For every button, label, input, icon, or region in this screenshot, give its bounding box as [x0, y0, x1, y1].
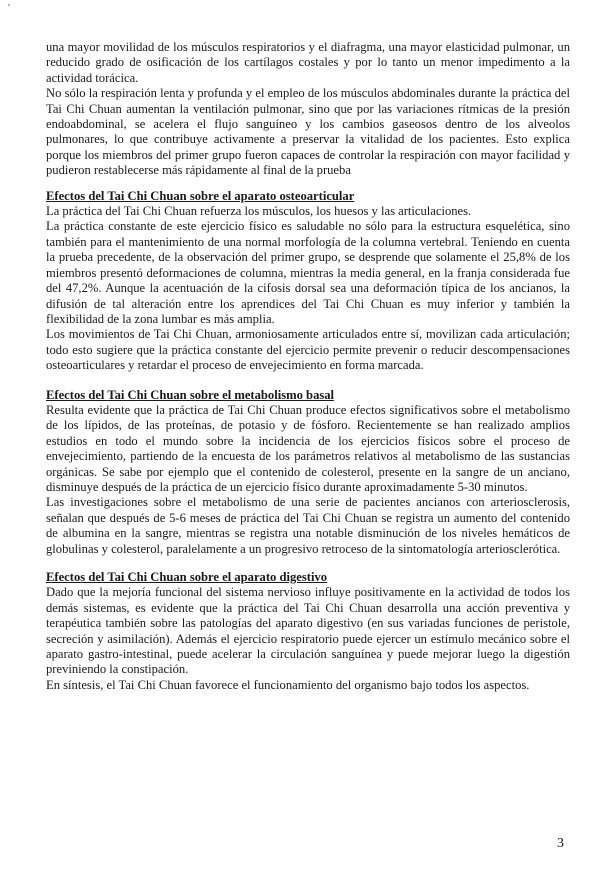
section-paragraph: Los movimientos de Tai Chi Chuan, armoniosamente articulados entre sí, movilizan cada articulación; todo esto sugiere que la práctica constante del ejercicio permite prevenir o reducir descompensaciones osteoarticulares y retardar el proceso de envejecimiento en forma marcada. [46, 327, 570, 373]
section-heading-metabolismo: Efectos del Tai Chi Chuan sobre el metabolismo basal [46, 387, 335, 402]
section-metabolismo-basal [46, 388, 570, 557]
intro-paragraph: No sólo la respiración lenta y profunda y el empleo de los músculos abdominales durante la práctica del Tai Chi Chuan aumentan la ventilación pulmonar, sino que por las variaciones rítmicas de la presión endoabdominal, se acelera el flujo sanguíneo y los cambios gaseosos dentro de los alveolos pulmonares, lo que contribuye activamente a preservar la vitalidad de los pacientes. Esto explica porque los miembros del primer grupo fueron capaces de controlar la respiración con mayor facilidad y pudieron restablecerse más rápidamente al final de la prueba [46, 86, 570, 178]
page-number: 3 [557, 836, 564, 851]
section-paragraph: Las investigaciones sobre el metabolismo de una serie de pacientes ancianos con arteriosclerosis, señalan que después de 5-6 meses de práctica del Tai Chi Chuan se registra un aumento del contenido de albumina en la sangre, mientras se registra una notable disminución de los niveles hemáticos de globulinas y colesterol, paralelamente a un progresivo retroceso de la sintomatología arteriosclerótica. [46, 495, 570, 556]
section-paragraph: En síntesis, el Tai Chi Chuan favorece el funcionamiento del organismo bajo todos los aspectos. [46, 677, 530, 692]
section-osteoarticular [46, 189, 570, 374]
intro-section [46, 40, 570, 179]
section-paragraph: Dado que la mejoría funcional del sistema nervioso influye positivamente en la actividad de todos los demás sistemas, es evidente que la práctica del Tai Chi Chuan desarrolla una acción preventiva y terapéutica también sobre las patologías del aparato digestivo (en sus variadas funciones de peristole, secreción y asimilación). Además el ejercicio respiratorio puede ejercer un estímulo mecánico sobre el aparato gastro-intestinal, puede acelerar la circulación sanguínea y puede mejorar luego la digestión previniendo la constipación. [46, 585, 570, 677]
page-body [46, 40, 570, 693]
section-paragraph: Resulta evidente que la práctica de Tai Chi Chuan produce efectos significativos sobre el metabolismo de los lípidos, de las proteínas, de potasio y de fósforo. Recientemente se han realizado amplios estudios en todo el mundo sobre la incidencia de los ejercicios físicos sobre el proceso de envejecimiento, partiendo de la encuesta de los parámetros relativos al metabolismo de las sustancias orgánicas. Se sabe por ejemplo que el contenido de colesterol, presente en la sangre de un anciano, disminuye después de la práctica de un ejercicio físico durante aproximadamente 5-30 minutos. [46, 402, 570, 494]
section-paragraph: La práctica constante de este ejercicio físico es saludable no sólo para la estructura esquelética, sino también para el mantenimiento de una normal morfología de la columna vertebral. Teniendo en cuenta la prueba precedente, de la observación del primer grupo, se desprende que solamente el 25,8% de los miembros presentó deformaciones de columna, mientras la media general, en la franja considerada fue del 47,2%. Aunque la acentuación de la cifosis dorsal sea una deformación típica de los ancianos, la difusión de tal alteración entre los aprendices del Tai Chi Chuan es muy inferior y también la flexibilidad de la zona lumbar es más amplia. [46, 219, 570, 326]
section-heading-osteoarticular: Efectos del Tai Chi Chuan sobre el aparato osteoarticular [46, 188, 355, 203]
corner-scan-mark: ' [8, 2, 10, 14]
section-heading-digestivo: Efectos del Tai Chi Chuan sobre el aparato digestivo [46, 570, 328, 584]
section-paragraph: La práctica del Tai Chi Chuan refuerza los músculos, los huesos y las articulaciones. [46, 204, 472, 219]
section-aparato-digestivo [46, 570, 570, 693]
intro-paragraph: una mayor movilidad de los músculos respiratorios y el diafragma, una mayor elasticidad pulmonar, un reducido grado de osificación de los cartílagos costales y por lo tanto un menor impedimento a la actividad torácica. [46, 40, 570, 85]
